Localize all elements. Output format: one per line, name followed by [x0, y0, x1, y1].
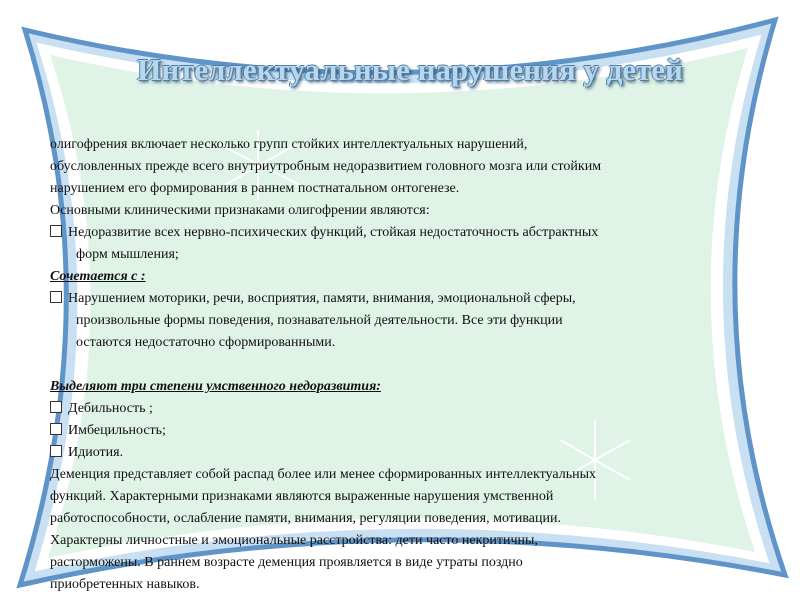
- body-line: произвольные формы поведения, познавательной деятельности. Все эти функции: [76, 313, 563, 328]
- body-line: нарушением его формирования в раннем постнатальном онтогенезе.: [50, 181, 460, 196]
- body-line: обусловленных прежде всего внутриутробным недоразвитием головного мозга или стойким: [50, 159, 602, 174]
- list-item-text: Недоразвитие всех нервно-психических функций, стойкая недостаточность абстрактных: [68, 225, 599, 240]
- body-line: остаются недостаточно сформированными.: [76, 335, 336, 350]
- body-line: Деменция представляет собой распад более или менее сформированных интеллектуальных: [50, 467, 596, 482]
- checkbox-bullet-icon: [50, 225, 62, 237]
- body-line: олигофрения включает несколько групп стойких интеллектуальных нарушений,: [50, 137, 528, 152]
- list-item: [50, 420, 760, 442]
- body-line: работоспособности, ослабление памяти, внимания, регуляции поведения, мотивации.: [50, 511, 561, 526]
- list-item-text: Имбецильность;: [68, 423, 166, 438]
- list-item: [50, 288, 760, 310]
- body-line: форм мышления;: [76, 247, 179, 262]
- body-line: приобретенных навыков.: [50, 577, 200, 592]
- list-item: [50, 442, 760, 464]
- list-item: [50, 398, 760, 420]
- checkbox-bullet-icon: [50, 423, 62, 435]
- list-item-text: Идиотия.: [68, 445, 124, 460]
- list-item: [50, 222, 760, 244]
- body-line: функций. Характерными признаками являются выраженные нарушения умственной: [50, 489, 554, 504]
- body-line: расторможены. В раннем возрасте деменция проявляется в виде утраты поздно: [50, 555, 523, 570]
- body-line: Характерны личностные и эмоциональные расстройства: дети часто некритичны,: [50, 533, 538, 548]
- list-item-text: Дебильность ;: [68, 401, 153, 416]
- list-item-text: Нарушением моторики, речи, восприятия, памяти, внимания, эмоциональной сферы,: [68, 291, 576, 306]
- checkbox-bullet-icon: [50, 291, 62, 303]
- body-line: Основными клиническими признаками олигофрении являются:: [50, 203, 430, 218]
- checkbox-bullet-icon: [50, 445, 62, 457]
- section-heading: Выделяют три степени умственного недоразвития:: [50, 379, 381, 394]
- checkbox-bullet-icon: [50, 401, 62, 413]
- section-heading: Сочетается с :: [50, 269, 146, 284]
- slide-body: [50, 134, 760, 596]
- slide-title: Интеллектуальные нарушения у детей: [137, 52, 683, 87]
- spacer: [50, 354, 760, 376]
